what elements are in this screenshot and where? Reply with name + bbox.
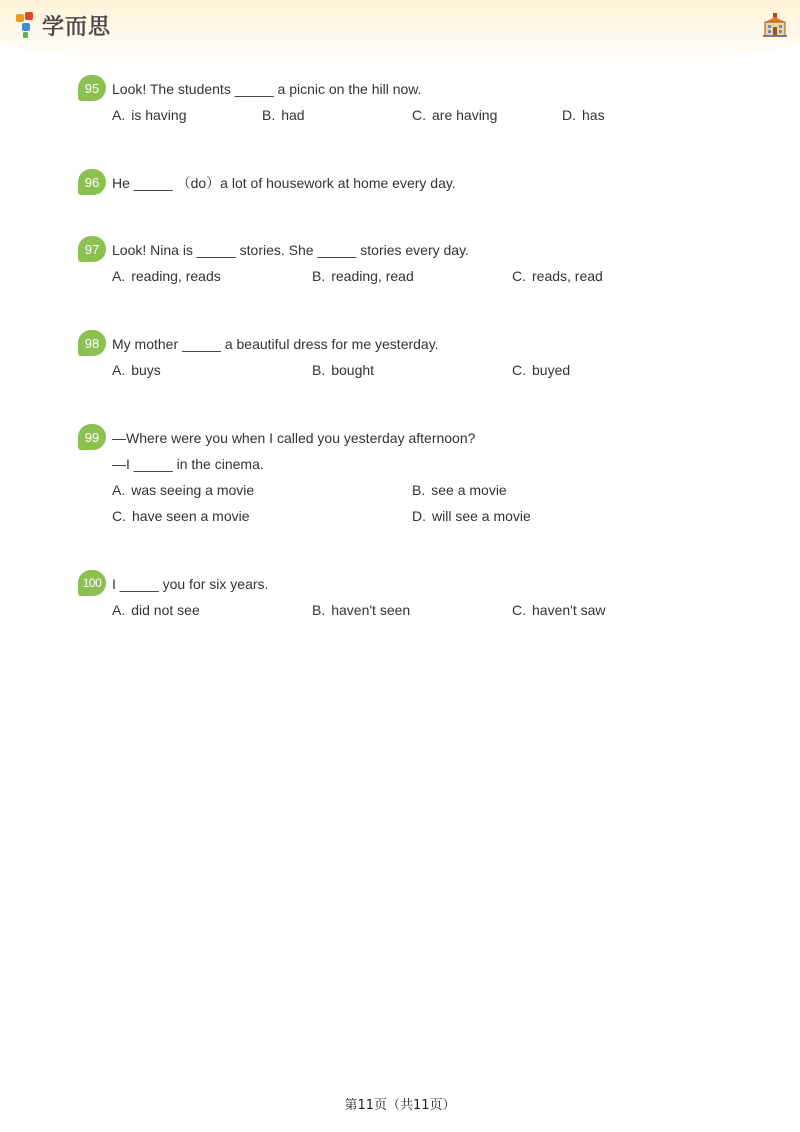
option-a[interactable]: A. did not see	[112, 602, 200, 618]
question-number-badge: 98	[78, 330, 106, 356]
question-number-badge: 96	[78, 169, 106, 195]
option-a[interactable]: A. was seeing a movie	[112, 482, 255, 498]
question-100	[78, 571, 758, 623]
options-row	[112, 477, 758, 503]
question-95	[78, 76, 758, 128]
logo-text: 学而思	[42, 14, 112, 40]
options-row	[112, 263, 758, 289]
option-b[interactable]: B. haven't seen	[312, 602, 411, 618]
page-number-footer: 第11页（共11页）	[344, 1098, 456, 1113]
question-stem: Look! The students _____ a picnic on the hill now.	[112, 81, 422, 97]
question-stem: —Where were you when I called you yesterday afternoon?	[112, 430, 476, 446]
page-header	[0, 0, 800, 66]
options-row	[112, 102, 758, 128]
question-stem: He _____ （do）a lot of housework at home every day.	[112, 175, 456, 191]
option-c[interactable]: C. are having	[412, 107, 498, 123]
question-number-badge: 100	[78, 570, 106, 596]
options-row	[112, 503, 758, 529]
option-b[interactable]: B. bought	[312, 362, 375, 378]
option-b[interactable]: B. see a movie	[412, 482, 507, 498]
question-stem: Look! Nina is _____ stories. She _____ stories every day.	[112, 242, 469, 258]
option-a[interactable]: A. reading, reads	[112, 268, 221, 284]
option-b[interactable]: B. had	[262, 107, 305, 123]
question-99	[78, 425, 758, 529]
options-row	[112, 597, 758, 623]
logo	[14, 8, 111, 42]
question-96	[78, 170, 758, 196]
option-c[interactable]: C. have seen a movie	[112, 508, 250, 524]
option-c[interactable]: C. haven't saw	[512, 602, 606, 618]
question-stem: I _____ you for six years.	[112, 576, 269, 592]
option-d[interactable]: D. has	[562, 107, 605, 123]
option-a[interactable]: A. buys	[112, 362, 161, 378]
question-number-badge: 97	[78, 236, 106, 262]
option-c[interactable]: C. reads, read	[512, 268, 603, 284]
options-row	[112, 357, 758, 383]
option-d[interactable]: D. will see a movie	[412, 508, 531, 524]
school-building-icon	[762, 12, 788, 38]
question-stem: My mother _____ a beautiful dress for me yesterday.	[112, 336, 439, 352]
option-a[interactable]: A. is having	[112, 107, 187, 123]
question-stem-line-2: —I _____ in the cinema.	[112, 456, 264, 472]
question-number-badge: 99	[78, 424, 106, 450]
option-b[interactable]: B. reading, read	[312, 268, 414, 284]
question-98	[78, 331, 758, 383]
question-number-badge: 95	[78, 75, 106, 101]
xueersi-logo-icon	[14, 10, 38, 40]
option-c[interactable]: C. buyed	[512, 362, 571, 378]
question-97	[78, 237, 758, 289]
